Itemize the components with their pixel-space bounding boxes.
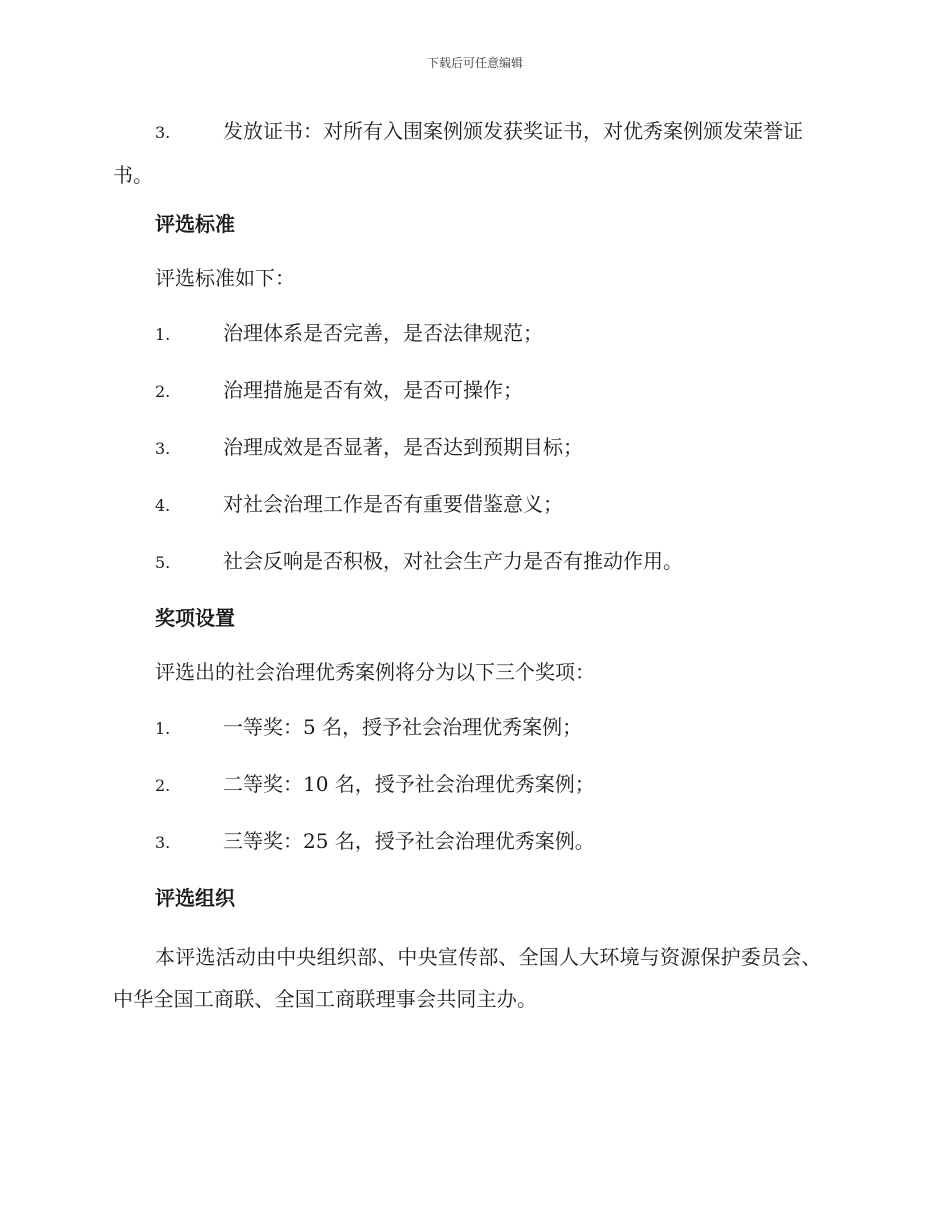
award-item: [113, 825, 833, 859]
criteria-item: [113, 488, 833, 522]
list-text: 治理体系是否完善，是否法律规范；: [223, 321, 543, 345]
criteria-intro: 评选标准如下：: [155, 266, 295, 290]
list-item-certificates: [113, 110, 833, 196]
list-text: 二等奖：10 名，授予社会治理优秀案例；: [223, 772, 595, 796]
award-item: [113, 711, 833, 745]
list-number: 2.: [155, 382, 171, 401]
list-number: 3.: [155, 439, 171, 458]
page-header: 下载后可任意编辑: [426, 56, 523, 70]
list-text: 治理成效是否显著，是否达到预期目标；: [223, 435, 583, 459]
criteria-item: [113, 374, 833, 408]
list-text: 社会反响是否积极，对社会生产力是否有推动作用。: [223, 549, 683, 573]
criteria-item: [113, 431, 833, 465]
section-heading-awards: 奖项设置: [155, 606, 235, 630]
list-text: 对社会治理工作是否有重要借鉴意义；: [223, 492, 563, 516]
list-number: 2.: [155, 776, 171, 795]
section-heading-criteria: 评选标准: [155, 212, 235, 236]
document-body: [113, 110, 833, 1032]
criteria-item: [113, 317, 833, 351]
list-number: 5.: [155, 553, 171, 572]
list-text: 治理措施是否有效，是否可操作；: [223, 378, 523, 402]
list-text: 发放证书：对所有入围案例颁发获奖证书，对优秀案例颁发荣誉证书。: [113, 119, 803, 187]
criteria-item: [113, 545, 833, 579]
organization-paragraph: 本评选活动由中央组织部、中央宣传部、全国人大环境与资源保护委员会、中华全国工商联、全国工商联理事会共同主办。: [113, 945, 822, 1011]
award-item: [113, 768, 833, 802]
list-number: 1.: [155, 719, 171, 738]
list-number: 3.: [155, 833, 171, 852]
list-number: 4.: [155, 496, 171, 515]
list-number: 3.: [155, 123, 171, 142]
list-number: 1.: [155, 325, 171, 344]
awards-intro: 评选出的社会治理优秀案例将分为以下三个奖项：: [155, 660, 595, 684]
list-text: 一等奖：5 名，授予社会治理优秀案例；: [223, 715, 583, 739]
section-heading-organization: 评选组织: [155, 886, 235, 910]
list-text: 三等奖：25 名，授予社会治理优秀案例。: [223, 829, 595, 853]
